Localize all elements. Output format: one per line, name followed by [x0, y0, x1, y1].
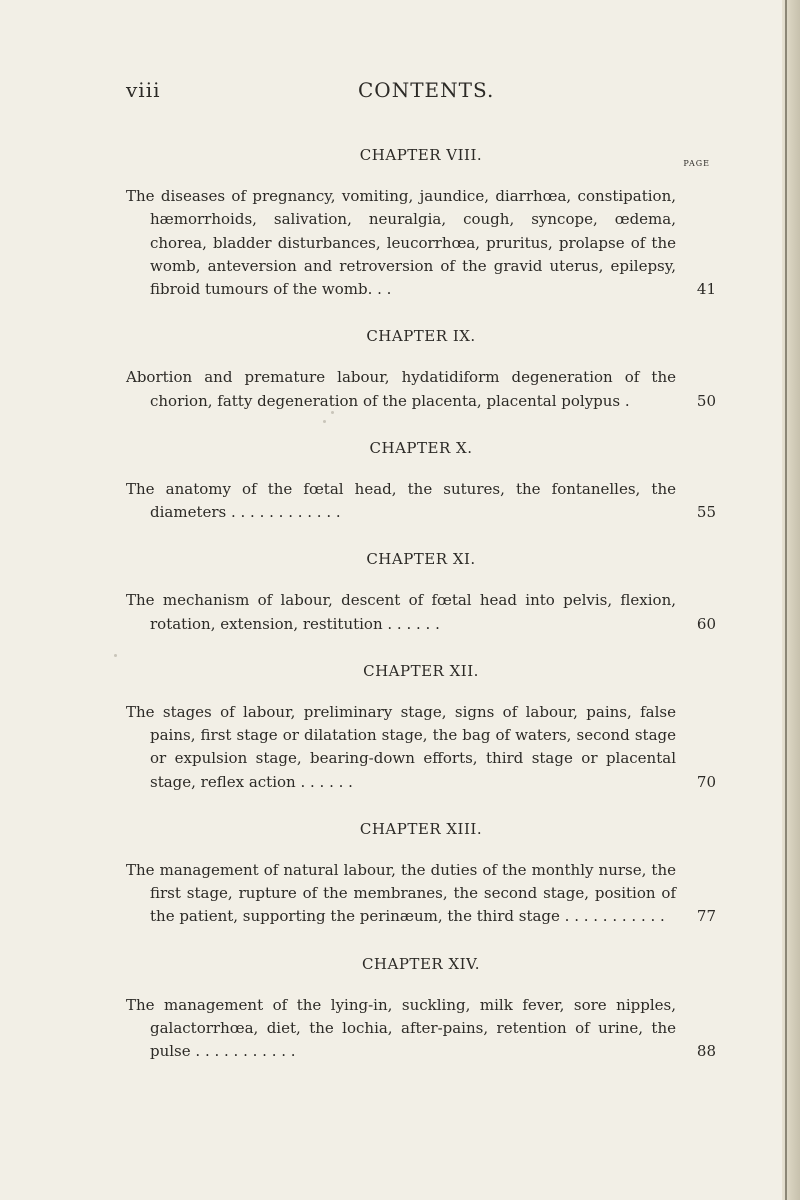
chapter-description: The mechanism of labour, descent of fœtal head into pelvis, flexion, rotation, extension, restitution . . . . . . — [126, 591, 676, 633]
running-title: CONTENTS. — [358, 78, 495, 102]
page-binding-shadow — [785, 0, 787, 1200]
chapter-heading: CHAPTER VIII. — [359, 146, 483, 164]
paper-speck — [114, 654, 117, 657]
chapter-heading: CHAPTER X. — [369, 438, 473, 457]
chapter-entry — [126, 589, 716, 636]
chapter-ix — [126, 329, 716, 413]
chapter-viii — [126, 148, 716, 301]
page-header — [126, 78, 711, 108]
contents-list — [126, 148, 716, 1091]
chapter-xi — [126, 552, 716, 636]
chapter-heading: CHAPTER XIII. — [359, 819, 483, 838]
chapter-page-number: 41 — [696, 280, 716, 298]
chapter-heading: CHAPTER XIV. — [361, 954, 481, 973]
page-column-label: PAGE — [683, 159, 710, 168]
chapter-description: The management of natural labour, the duties of the monthly nurse, the first stage, rupture of the membranes, the second stage, position of the patient, supporting the perinæum, the third stage . . . . . . . . . . . — [126, 860, 676, 926]
chapter-xiii — [126, 819, 716, 929]
chapter-page-number: 88 — [696, 1042, 716, 1060]
chapter-page-number: 55 — [696, 503, 716, 521]
chapter-description: The stages of labour, preliminary stage, signs of labour, pains, false pains, first stage or dilatation stage, the bag of waters, second stage or expulsion stage, bearing-down efforts, third stage or placental stage, reflex action . . . . . . — [126, 702, 676, 791]
chapter-entry — [126, 366, 716, 413]
chapter-x — [126, 438, 716, 525]
chapter-page-number: 60 — [696, 614, 716, 633]
chapter-heading: CHAPTER IX. — [366, 327, 476, 346]
chapter-heading: CHAPTER XII. — [363, 661, 479, 680]
chapter-page-number: 50 — [696, 391, 716, 410]
chapter-entry — [126, 859, 716, 929]
chapter-xii — [126, 661, 716, 794]
chapter-entry — [126, 185, 716, 301]
chapter-xiv — [126, 954, 716, 1064]
chapter-entry — [126, 994, 716, 1064]
chapter-entry — [126, 701, 716, 794]
paper-speck — [323, 420, 326, 423]
chapter-description: The anatomy of the fœtal head, the sutures, the fontanelles, the diameters . . . . . . . . . . . . — [126, 479, 676, 521]
page-number: viii — [126, 78, 161, 102]
chapter-page-number: 77 — [696, 907, 716, 926]
chapter-page-number: 70 — [696, 772, 716, 791]
chapter-heading: CHAPTER XI. — [366, 550, 476, 569]
chapter-description: The management of the lying-in, suckling, milk fever, sore nipples, galactorrhœa, diet, the lochia, after-pains, retention of urine, the pulse . . . . . . . . . . . — [126, 995, 676, 1060]
chapter-description: The diseases of pregnancy, vomiting, jaundice, diarrhœa, constipation, hæmorrhoids, salivation, neuralgia, cough, syncope, œdema, chorea, bladder disturbances, leucorrhœa, pruritus, prolapse of the womb, anteversion and retroversion of the gravid uterus, epilepsy, fibroid tumours of the womb. . . — [126, 187, 676, 298]
chapter-entry — [126, 478, 716, 525]
chapter-description: Abortion and premature labour, hydatidiform degeneration of the chorion, fatty degeneration of the placenta, placental polypus . — [126, 368, 676, 410]
paper-speck — [331, 411, 334, 414]
